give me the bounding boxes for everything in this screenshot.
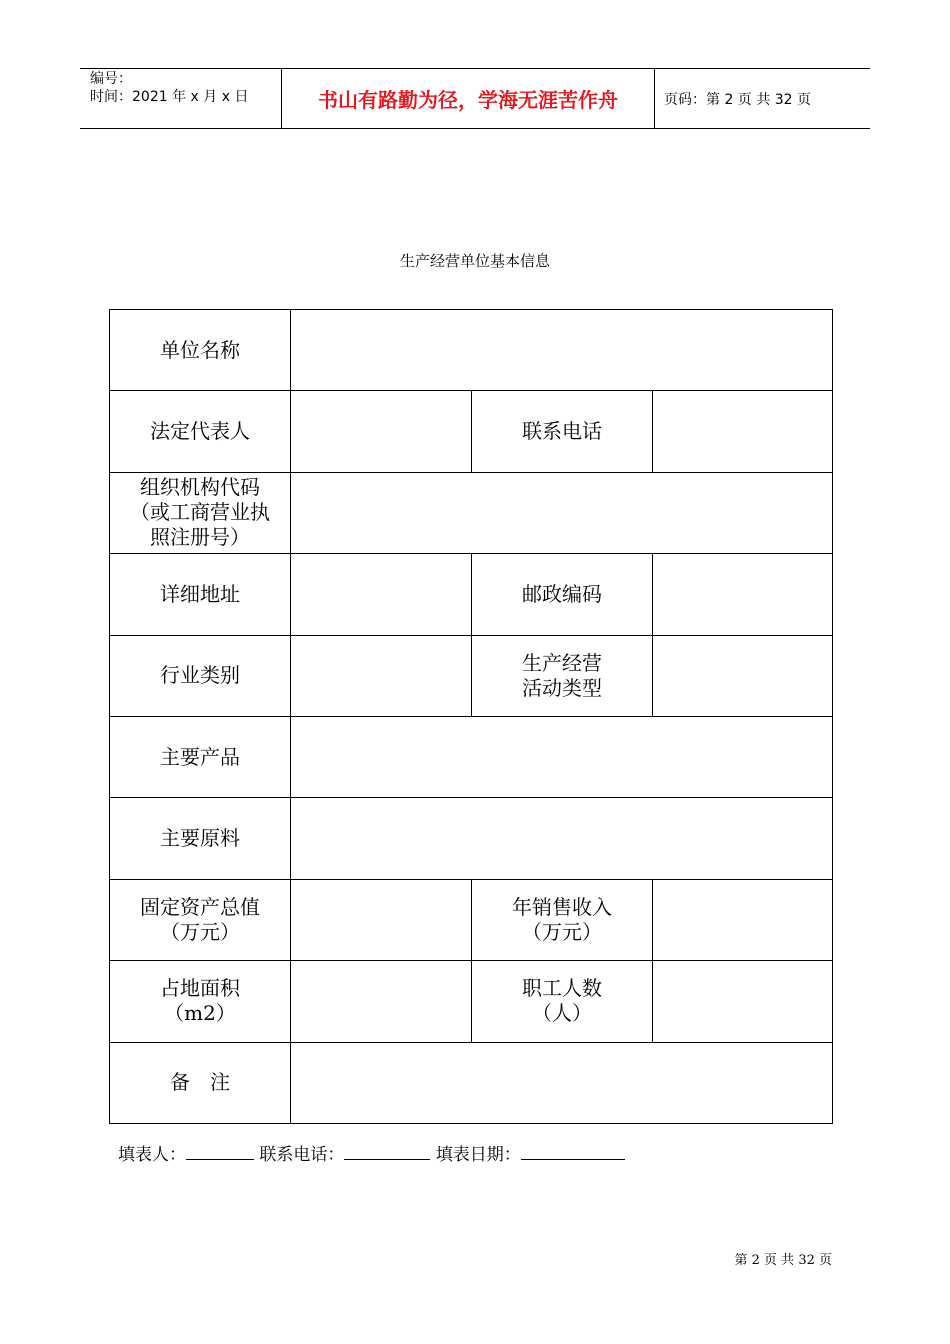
label-contact-phone: 联系电话 [472, 391, 653, 472]
date-label: 填表日期： [435, 1145, 521, 1165]
field-contact-phone[interactable] [653, 391, 833, 472]
label-annual-sales [472, 879, 653, 960]
label-activity-type-line: 生产经营 [522, 650, 602, 675]
label-employees [472, 961, 653, 1042]
label-employees-line: 职工人数 [522, 976, 602, 1001]
label-main-materials: 主要原料 [110, 798, 291, 879]
field-legal-rep[interactable] [291, 391, 472, 472]
label-land-area-line: 占地面积 [160, 976, 240, 1001]
header-motto: 书山有路勤为径，学海无涯苦作舟 [318, 87, 618, 112]
label-unit-name: 单位名称 [110, 310, 291, 391]
field-activity-type[interactable] [653, 635, 833, 716]
field-fixed-assets[interactable] [291, 879, 472, 960]
form-row-industry [110, 635, 833, 716]
label-org-code-line: （或工商营业执 [130, 500, 270, 525]
label-org-code [110, 472, 291, 553]
phone-label: 联系电话： [259, 1145, 345, 1165]
field-annual-sales[interactable] [653, 879, 833, 960]
form-row-address [110, 554, 833, 635]
field-address[interactable] [291, 554, 472, 635]
label-fixed-assets-line: 固定资产总值 [140, 894, 260, 919]
label-org-code-line: 照注册号） [150, 525, 250, 550]
label-legal-rep: 法定代表人 [110, 391, 291, 472]
label-employees-line: （人） [532, 1001, 592, 1026]
filler-label: 填表人： [118, 1145, 186, 1165]
page-footer: 第 2 页 共 32 页 [734, 1253, 832, 1268]
phone-blank[interactable] [344, 1143, 430, 1160]
label-fixed-assets-line: （万元） [160, 919, 240, 944]
filler-blank[interactable] [186, 1143, 254, 1160]
field-unit-name[interactable] [291, 310, 833, 391]
field-main-products[interactable] [291, 716, 833, 797]
field-land-area[interactable] [291, 961, 472, 1042]
label-postal-code: 邮政编码 [472, 554, 653, 635]
label-address: 详细地址 [110, 554, 291, 635]
label-annual-sales-line: 年销售收入 [512, 894, 612, 919]
form-row-unit-name [110, 310, 833, 391]
field-remarks[interactable] [291, 1042, 833, 1123]
date-blank[interactable] [521, 1143, 625, 1160]
label-fixed-assets [110, 879, 291, 960]
page-title: 生产经营单位基本信息 [399, 252, 550, 270]
form-row-main-materials [110, 798, 833, 879]
label-main-products: 主要产品 [110, 716, 291, 797]
form-row-fixed-assets [110, 879, 833, 960]
form-row-legal-rep [110, 391, 833, 472]
label-activity-type-line: 活动类型 [522, 675, 602, 700]
form-row-remarks [110, 1042, 833, 1123]
header-number: 编号： [90, 71, 132, 87]
form-row-main-products [110, 716, 833, 797]
header-meta [90, 70, 248, 106]
header-time: 时间：2021 年 x 月 x 日 [90, 89, 249, 105]
field-industry[interactable] [291, 635, 472, 716]
field-employees[interactable] [653, 961, 833, 1042]
field-postal-code[interactable] [653, 554, 833, 635]
label-land-area [110, 961, 291, 1042]
field-main-materials[interactable] [291, 798, 833, 879]
header-divider-right [654, 68, 655, 129]
label-remarks: 备 注 [110, 1042, 291, 1123]
label-industry: 行业类别 [110, 635, 291, 716]
label-org-code-line: 组织机构代码 [140, 475, 260, 500]
header-bottom-rule [80, 128, 870, 129]
form-row-land-area [110, 961, 833, 1042]
label-annual-sales-line: （万元） [522, 919, 602, 944]
label-land-area-line: （m2） [164, 1001, 236, 1026]
field-org-code[interactable] [291, 472, 833, 553]
label-activity-type [472, 635, 653, 716]
basic-info-form [109, 309, 833, 1124]
form-signature-line [118, 1140, 625, 1165]
header-page-number: 页码：第 2 页 共 32 页 [664, 92, 811, 108]
form-row-org-code [110, 472, 833, 553]
